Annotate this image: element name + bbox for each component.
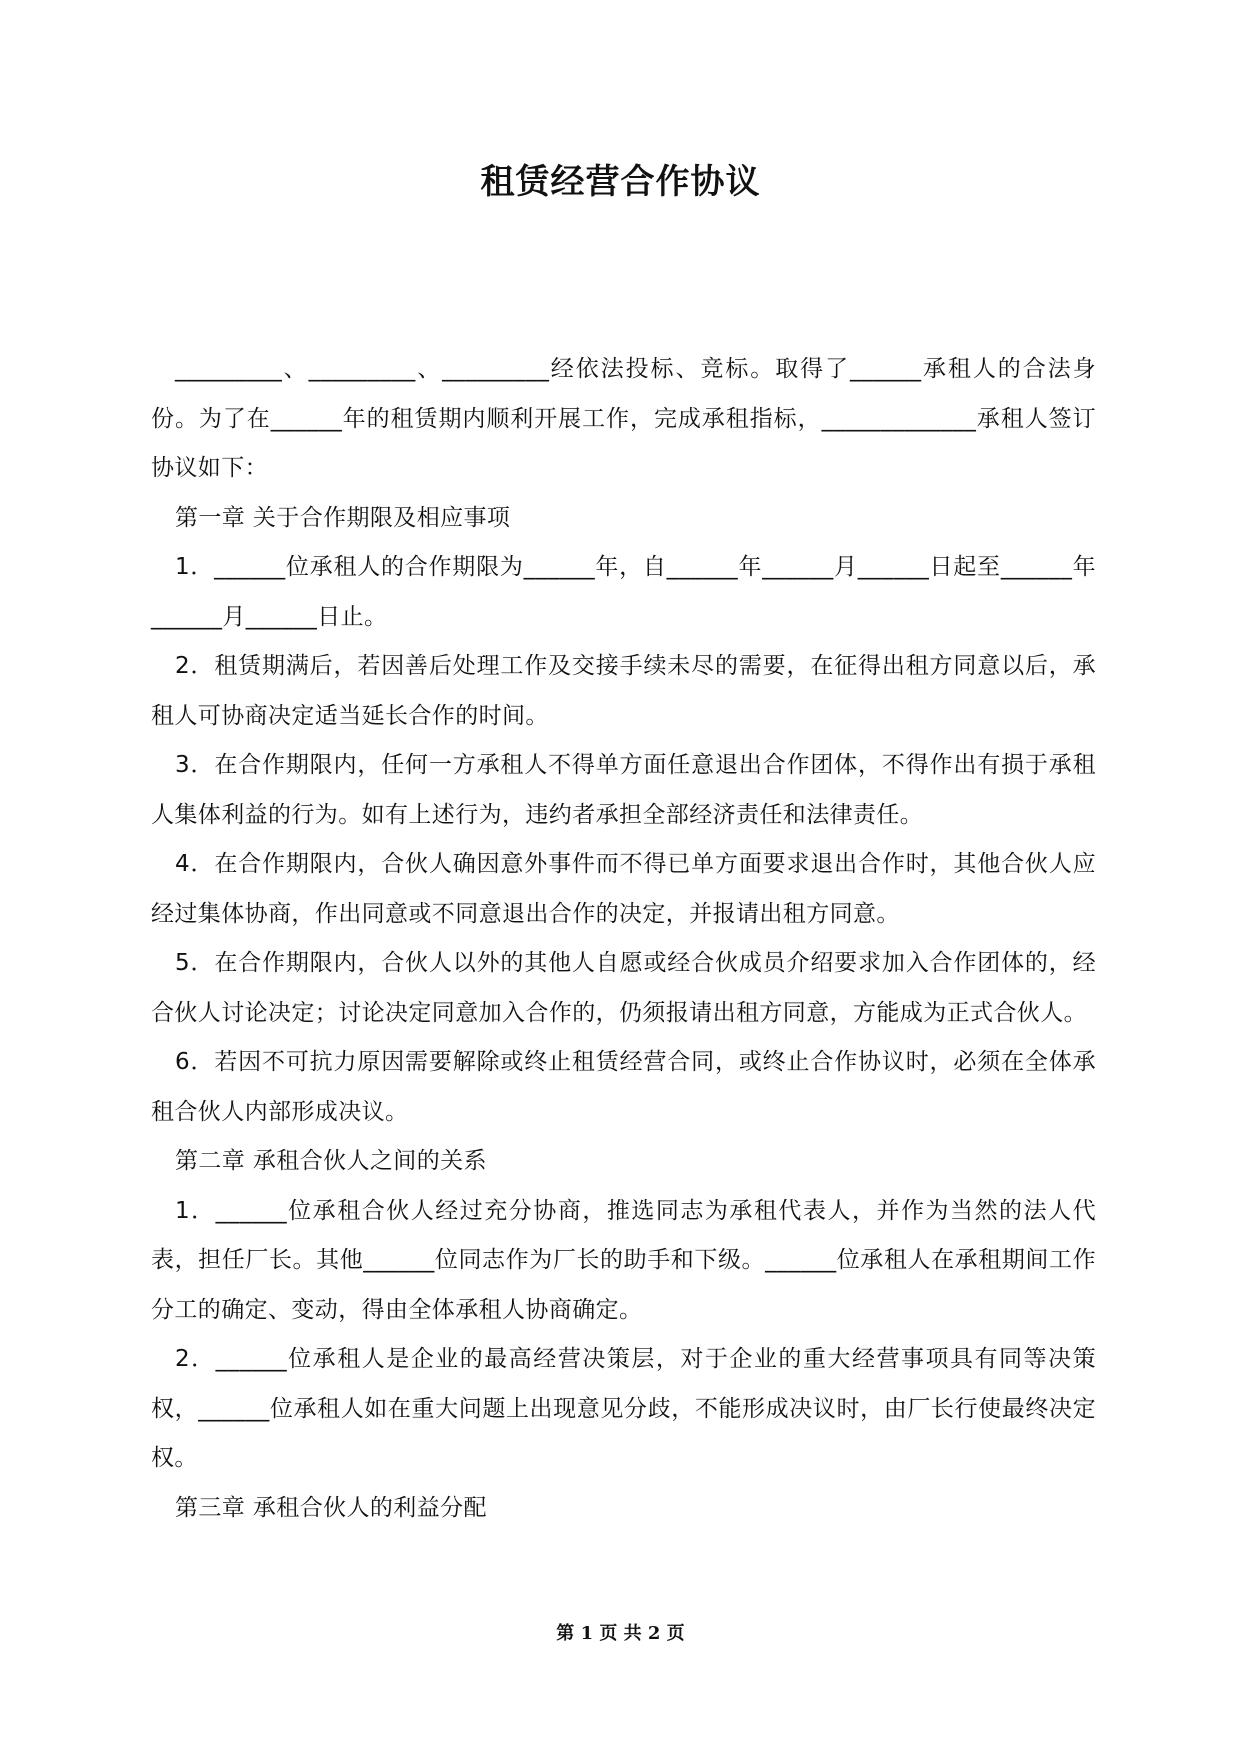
clause-paragraph: 4．在合作期限内，合伙人确因意外事件而不得已单方面要求退出合作时，其他合伙人应经过集体协商，作出同意或不同意退出合作的决定，并报请出租方同意。 [151,851,1096,927]
document-body [151,345,1096,1533]
clause-paragraph: 2．租赁期满后，若因善后处理工作及交接手续未尽的需要，在征得出租方同意以后，承租人可协商决定适当延长合作的时间。 [151,653,1096,729]
clause-paragraph: 1．______位承租人的合作期限为______年，自______年______月______日起至______年______月______日止。 [151,554,1096,630]
clause-paragraph: 5．在合作期限内，合伙人以外的其他人自愿或经合伙成员介绍要求加入合作团体的，经合伙人讨论决定；讨论决定同意加入合作的，仍须报请出租方同意，方能成为正式合伙人。 [151,950,1096,1026]
chapter-heading: 第二章 承租合伙人之间的关系 [175,1148,487,1174]
clause-paragraph: 6．若因不可抗力原因需要解除或终止租赁经营合同，或终止合作协议时，必须在全体承租合伙人内部形成决议。 [151,1049,1096,1125]
chapter-heading: 第一章 关于合作期限及相应事项 [175,504,511,531]
clause-paragraph: 2．______位承租人是企业的最高经营决策层，对于企业的重大经营事项具有同等决策权，______位承租人如在重大问题上出现意见分歧，不能形成决议时，由厂长行使最终决定权。 [151,1346,1096,1471]
chapter-heading: 第三章 承租合伙人的利益分配 [175,1494,487,1521]
clause-paragraph: 1．______位承租合伙人经过充分协商，推选同志为承租代表人，并作为当然的法人代表，担任厂长。其他______位同志作为厂长的助手和下级。______位承租人在承租期间工作分工的确定、变动，得由全体承租人协商确定。 [151,1197,1096,1323]
intro-paragraph: _________、_________、_________经依法投标、竞标。取得了______承租人的合法身份。为了在______年的租赁期内顺利开展工作，完成承租指标，_____________承租人签订协议如下： [151,356,1096,481]
clause-paragraph: 3．在合作期限内，任何一方承租人不得单方面任意退出合作团体，不得作出有损于承租人集体利益的行为。如有上述行为，违约者承担全部经济责任和法律责任。 [151,752,1096,828]
document-title: 租赁经营合作协议 [480,162,761,202]
page-number-footer: 第 1 页 共 2 页 [556,1623,685,1644]
